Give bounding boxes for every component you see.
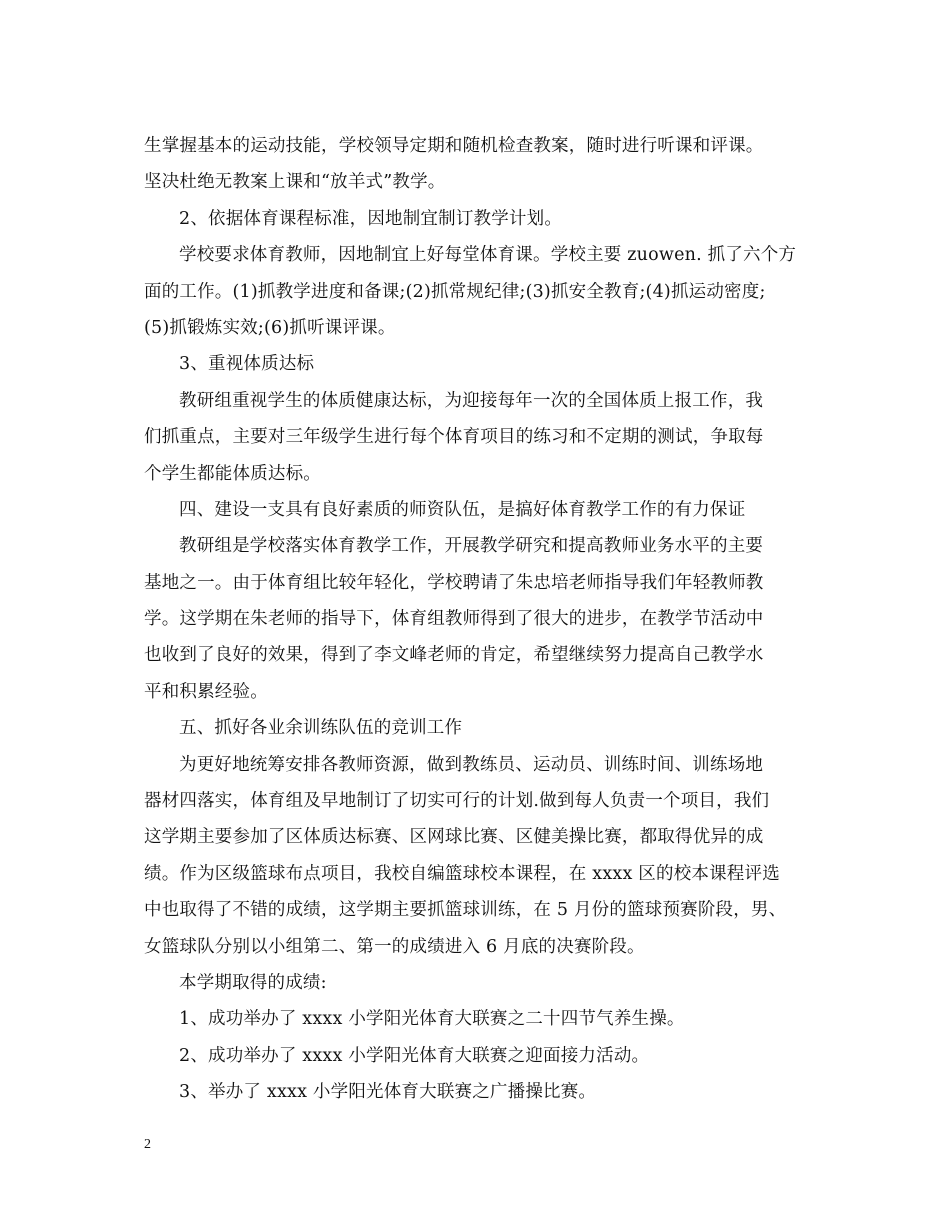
paragraph-line: (5)抓锻炼实效;(6)抓听课评课。 (144, 317, 396, 338)
achievement-item: 2、成功举办了 xxxx 小学阳光体育大联赛之迎面接力活动。 (179, 1045, 650, 1066)
paragraph-line: 生掌握基本的运动技能，学校领导定期和随机检查教案，随时进行听课和评课。 (144, 136, 764, 156)
paragraph-line: 器材四落实，体育组及早地制订了切实可行的计划.做到每人负责一个项目，我们 (144, 791, 770, 812)
paragraph-line: 基地之一。由于体育组比较年轻化，学校聘请了朱忠培老师指导我们年轻教师教 (144, 572, 764, 593)
achievement-heading: 本学期取得的成绩: (179, 972, 327, 993)
paragraph-line: 也收到了良好的效果，得到了李文峰老师的肯定，希望继续努力提高自己教学水 (144, 645, 764, 666)
paragraph-line: 学。这学期在朱老师的指导下，体育组教师得到了很大的进步，在教学节活动中 (144, 609, 764, 630)
section-heading: 四、建设一支具有良好素质的师资队伍，是搞好体育教学工作的有力保证 (179, 499, 746, 520)
page-number: 2 (144, 1137, 151, 1152)
paragraph-line: 教研组重视学生的体质健康达标，为迎接每年一次的全国体质上报工作，我 (179, 390, 764, 411)
paragraph-line: 面的工作。(1)抓教学进度和备课;(2)抓常规纪律;(3)抓安全教育;(4)抓运动密度; (144, 281, 766, 302)
paragraph-line: 女篮球队分别以小组第二、第一的成绩进入 6 月底的决赛阶段。 (144, 936, 645, 957)
paragraph-line: 为更好地统筹安排各教师资源，做到教练员、运动员、训练时间、训练场地 (179, 754, 764, 775)
section-heading: 3、重视体质达标 (179, 354, 315, 375)
achievement-item: 1、成功举办了 xxxx 小学阳光体育大联赛之二十四节气养生操。 (179, 1009, 685, 1030)
paragraph-line: 坚决杜绝无教案上课和“放羊式”教学。 (144, 172, 446, 193)
section-heading: 2、依据体育课程标准，因地制宜制订教学计划。 (179, 208, 563, 229)
paragraph-line: 这学期主要参加了区体质达标赛、区网球比赛、区健美操比赛，都取得优异的成 (144, 827, 764, 848)
paragraph-line: 们抓重点，主要对三年级学生进行每个体育项目的练习和不定期的测试，争取每 (144, 427, 764, 448)
paragraph-line: 中也取得了不错的成绩，这学期主要抓篮球训练，在 5 月份的篮球预赛阶段，男、 (144, 900, 787, 921)
section-heading: 五、抓好各业余训练队伍的竞训工作 (179, 718, 463, 739)
paragraph-line: 平和积累经验。 (144, 681, 268, 702)
paragraph-line: 个学生都能体质达标。 (144, 463, 321, 484)
document-body (144, 128, 804, 1111)
achievement-item: 3、举办了 xxxx 小学阳光体育大联赛之广播操比赛。 (179, 1082, 597, 1103)
paragraph-line: 绩。作为区级篮球布点项目，我校自编篮球校本课程，在 xxxx 区的校本课程评选 (144, 863, 780, 884)
paragraph-line: 教研组是学校落实体育教学工作，开展教学研究和提高教师业务水平的主要 (179, 536, 764, 557)
paragraph-line: 学校要求体育教师，因地制宜上好每堂体育课。学校主要 zuowen. 抓了六个方 (179, 245, 797, 266)
